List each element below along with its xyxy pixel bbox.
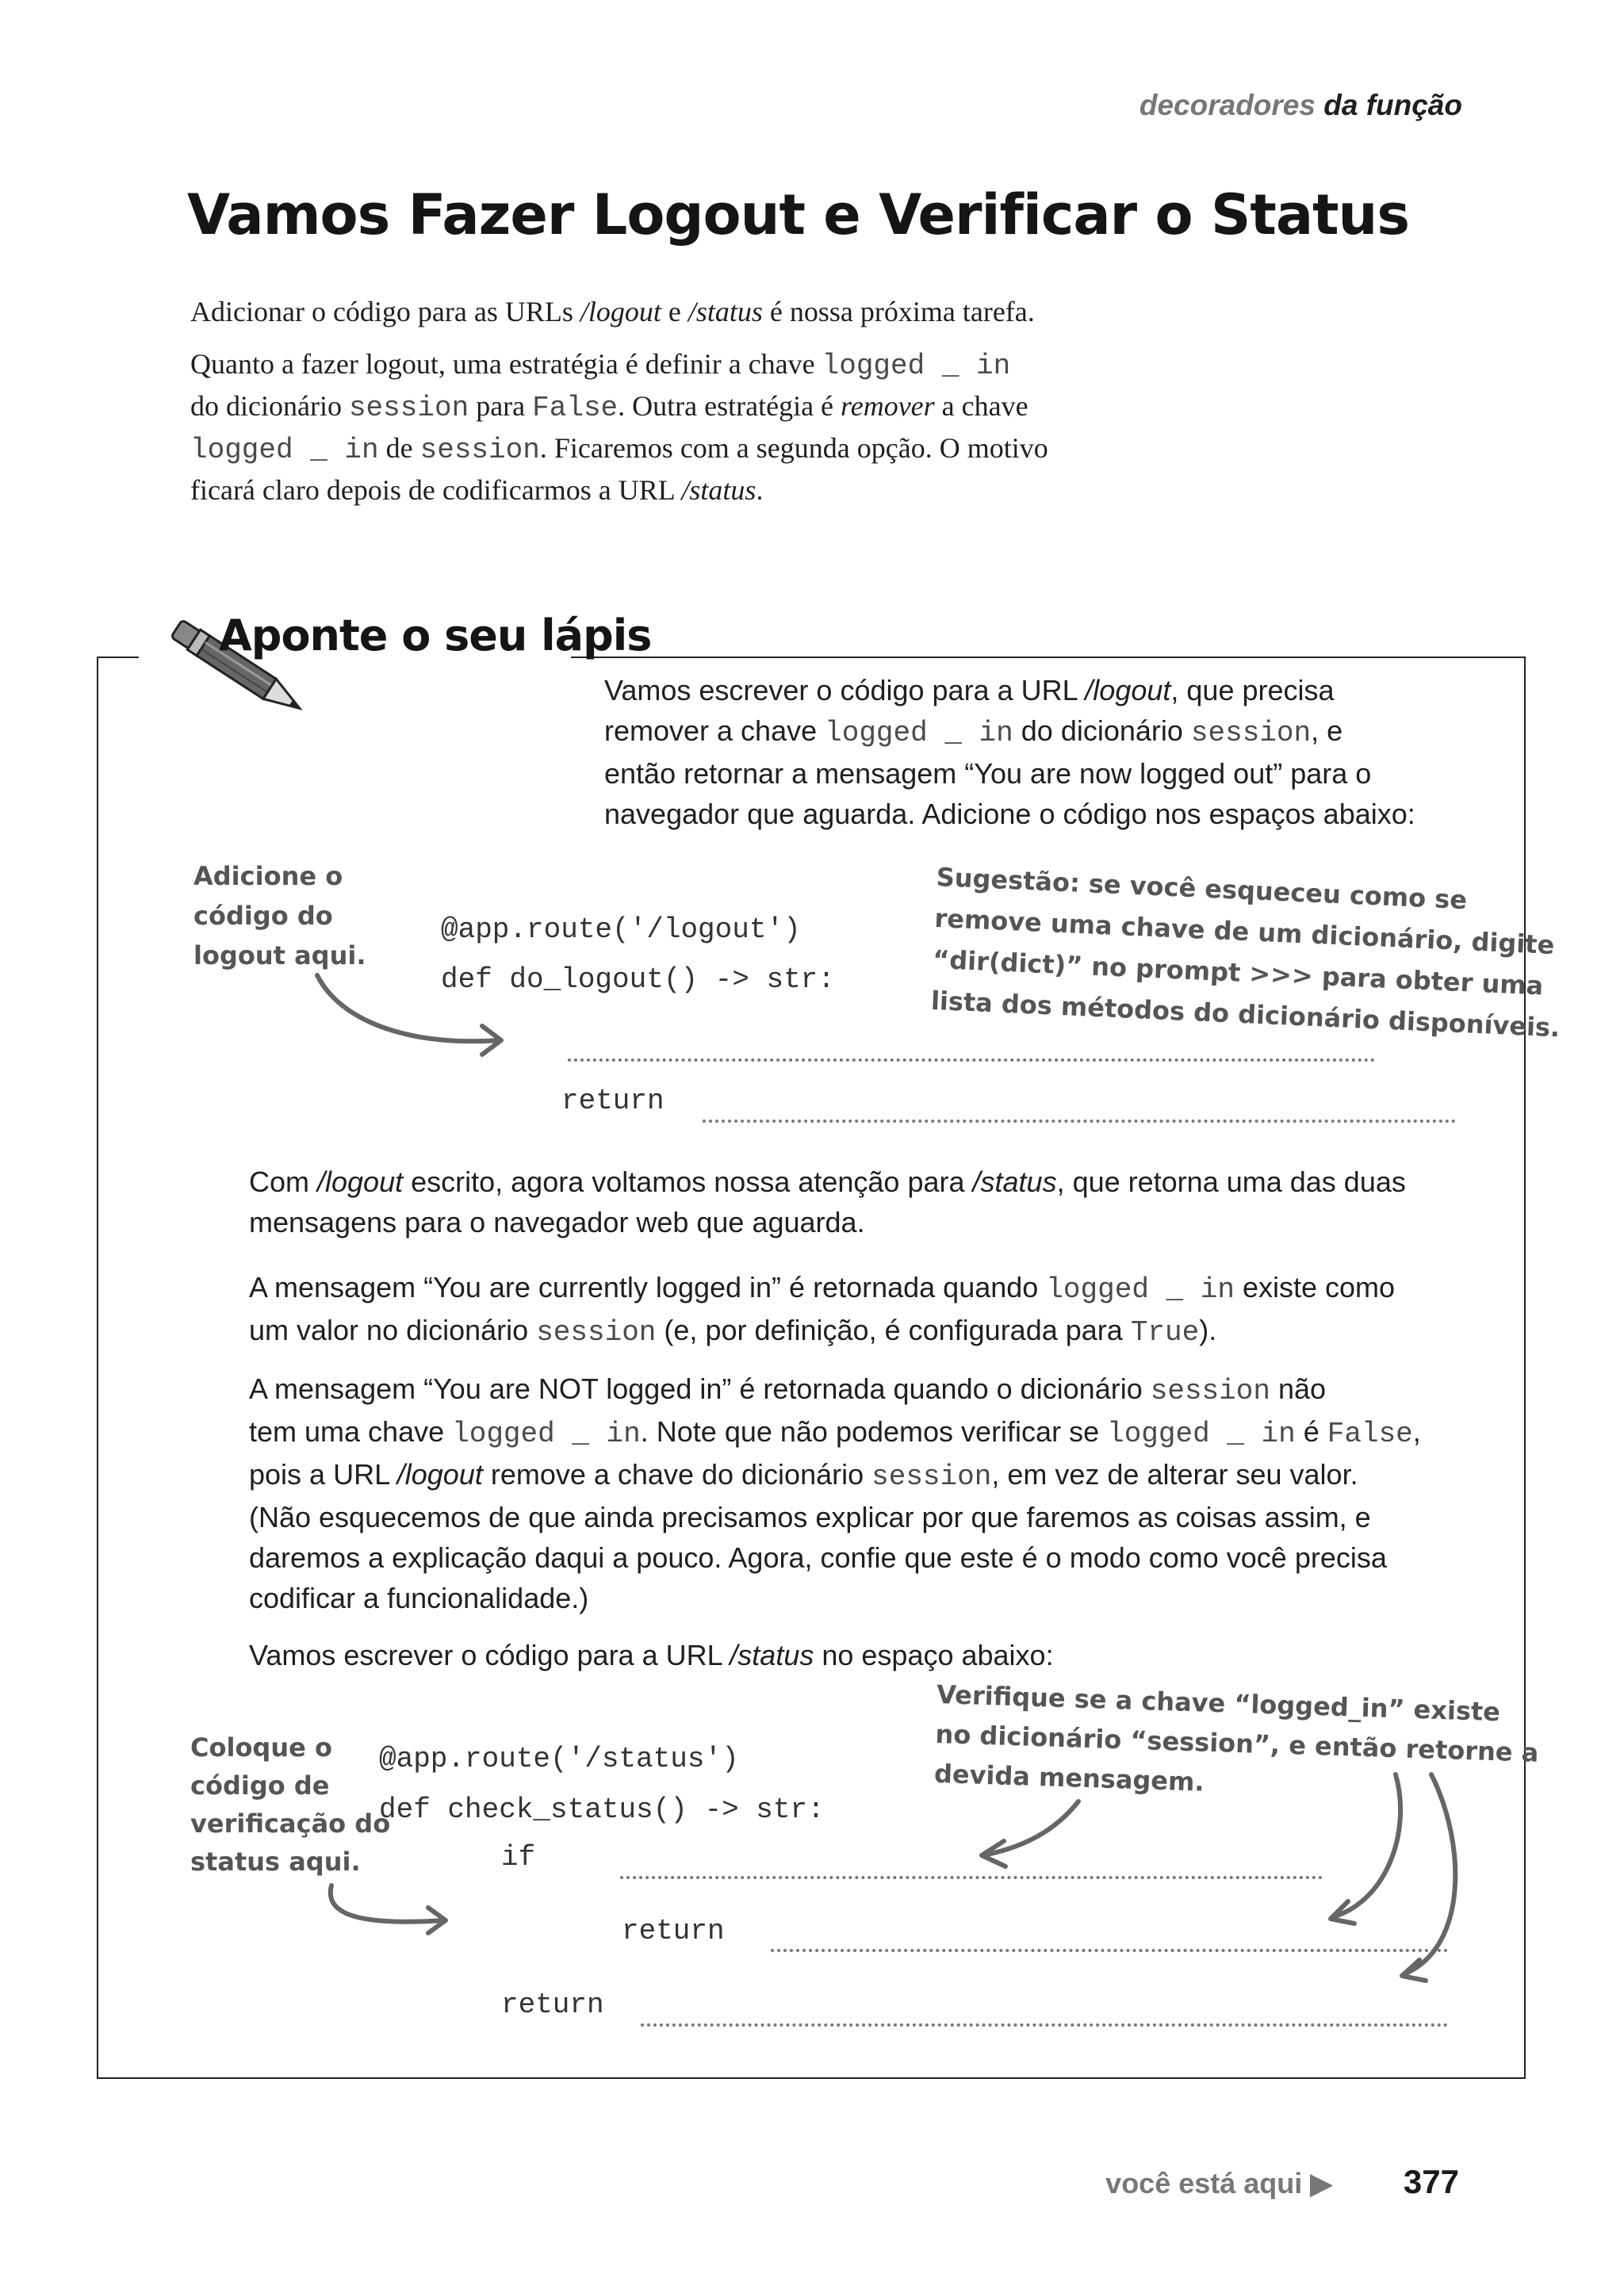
hint-line: Verifique se a chave “logged_in” existe	[936, 1679, 1501, 1728]
code-term: session	[871, 1460, 992, 1493]
note-line: status aqui.	[190, 1847, 361, 1877]
code-term: logged _ in	[822, 350, 1011, 382]
note-line: código de	[190, 1770, 330, 1801]
status-note	[190, 1728, 390, 1881]
hint-line: “dir(dict)” no prompt >>> para obter uma	[932, 944, 1545, 1001]
code-term: session	[1150, 1375, 1270, 1407]
status-return-1: return	[622, 1915, 725, 1947]
status-paragraph-4	[249, 1635, 1518, 1675]
logout-hint	[930, 856, 1566, 1048]
code-term: session	[419, 434, 540, 466]
page-title: Vamos Fazer Logout e Verificar o Status	[187, 182, 1410, 247]
intro-text: . Outra estratégia é	[618, 390, 841, 422]
running-header	[1139, 89, 1462, 122]
code-term: logged _ in	[1046, 1273, 1235, 1306]
intro-text: . Ficaremos com a segunda opção. O motivo	[539, 432, 1048, 464]
hint-line: lista dos métodos do dicionário disponíveis.	[930, 985, 1561, 1043]
exercise-title: Aponte o seu lápis	[219, 611, 652, 660]
note-line: Coloque o	[190, 1732, 332, 1763]
logout-def: def do_logout() -> str:	[441, 963, 835, 996]
body-text: não	[1270, 1372, 1327, 1405]
intro-text: de	[378, 432, 420, 464]
body-text: mensagens para o navegador web que aguarda.	[249, 1206, 865, 1238]
status-if-blank[interactable]	[620, 1876, 1323, 1879]
status-return-2-blank[interactable]	[641, 2023, 1448, 2027]
logout-decorator: @app.route('/logout')	[441, 913, 801, 946]
intro-text: para	[469, 390, 533, 422]
logout-note	[193, 856, 366, 975]
note-line: verificação do	[190, 1809, 391, 1839]
hint-arrow-return-icon	[1316, 1767, 1475, 1989]
body-url: /logout	[396, 1458, 483, 1491]
instr-url: /logout	[1085, 674, 1171, 706]
emphasis: remover	[841, 390, 935, 422]
body-text: ,	[1412, 1415, 1421, 1448]
header-section: decoradores	[1139, 89, 1316, 121]
body-url: /status	[730, 1639, 814, 1671]
code-term: logged _ in	[190, 434, 379, 466]
logout-return: return	[561, 1085, 665, 1117]
note-line: código do	[193, 901, 333, 931]
hint-line: no dicionário “session”, e então retorne a	[935, 1718, 1539, 1768]
instr-text: então retornar a mensagem “You are now logged out” para o	[604, 757, 1372, 790]
code-term: logged _ in	[825, 717, 1013, 749]
body-text: remove a chave do dicionário	[482, 1458, 872, 1491]
body-text: ).	[1199, 1314, 1217, 1346]
body-text: (Não esquecemos de que ainda precisamos explicar por que faremos as coisas assim, e	[249, 1501, 1371, 1533]
intro-line	[190, 292, 1189, 332]
page-number: 377	[1403, 2163, 1459, 2200]
status-def: def check_status() -> str:	[379, 1793, 825, 1826]
intro-url-logout: /logout	[580, 296, 661, 327]
code-term: session	[1190, 717, 1312, 749]
code-term: logged _ in	[1107, 1418, 1296, 1450]
instr-text: do dicionário	[1013, 714, 1191, 747]
intro-text: ficará claro depois de codificarmos a URL	[190, 474, 682, 506]
code-term: True	[1130, 1316, 1200, 1349]
instr-text: , e	[1311, 714, 1343, 747]
logout-return-blank[interactable]	[703, 1120, 1456, 1123]
body-text: Com	[249, 1166, 318, 1198]
body-text: Vamos escrever o código para a URL	[249, 1639, 730, 1671]
status-decorator: @app.route('/status')	[379, 1743, 739, 1775]
intro-paragraph	[190, 344, 1189, 511]
logout-instructions	[604, 670, 1500, 834]
intro-text: do dicionário	[190, 390, 349, 422]
body-text: , em vez de alterar seu valor.	[991, 1458, 1358, 1491]
body-text: daremos a explicação daqui a pouco. Agora, confie que este é o modo como você precisa	[249, 1541, 1387, 1574]
intro-text: a chave	[934, 390, 1028, 422]
instr-text: navegador que aguarda. Adicione o código nos espaços abaixo:	[604, 798, 1415, 830]
intro-text: Quanto a fazer logout, uma estratégia é definir a chave	[190, 348, 822, 380]
code-term: session	[536, 1316, 657, 1349]
code-term: session	[348, 392, 469, 424]
status-paragraph-3	[249, 1369, 1518, 1618]
code-term: logged _ in	[452, 1418, 641, 1450]
instr-text: remover a chave	[604, 714, 825, 747]
footer-text: você está aqui	[1105, 2167, 1303, 2199]
code-term: False	[1327, 1418, 1413, 1450]
body-text: A mensagem “You are NOT logged in” é retornada quando o dicionário	[249, 1372, 1151, 1405]
note-line: logout aqui.	[193, 940, 366, 970]
intro-text: .	[756, 474, 764, 506]
instr-text: Vamos escrever o código para a URL	[604, 674, 1086, 706]
body-text: escrito, agora voltamos nossa atenção para	[403, 1166, 973, 1198]
logout-arrow-icon	[301, 967, 523, 1062]
body-text: pois a URL	[249, 1458, 397, 1491]
body-text: um valor no dicionário	[249, 1314, 537, 1346]
intro-text: é nossa próxima tarefa.	[762, 296, 1035, 327]
body-text: (e, por definição, é configurada para	[656, 1314, 1131, 1346]
intro-text: Adicionar o código para as URLs	[190, 296, 580, 327]
emphasis: /status	[681, 474, 756, 506]
body-text: codificar a funcionalidade.)	[249, 1582, 589, 1614]
body-text: A mensagem “You are currently logged in” é retornada quando	[249, 1271, 1047, 1303]
status-if: if	[501, 1841, 536, 1874]
body-url: /status	[972, 1166, 1057, 1198]
body-text: existe como	[1234, 1271, 1396, 1303]
note-line: Adicione o	[193, 861, 343, 891]
body-text: no espaço abaixo:	[814, 1639, 1054, 1671]
status-return-2: return	[501, 1989, 604, 2021]
footer-label	[1105, 2167, 1332, 2200]
hint-line: devida mensagem.	[933, 1758, 1205, 1797]
code-term: False	[532, 392, 619, 424]
body-text: , que retorna uma das duas	[1056, 1166, 1406, 1198]
header-section-bold: da função	[1323, 89, 1462, 121]
status-paragraph-2	[249, 1267, 1518, 1353]
body-text: tem uma chave	[249, 1415, 453, 1448]
status-paragraph-1	[249, 1162, 1518, 1242]
hint-line: Sugestão: se você esqueceu como se	[936, 861, 1468, 916]
status-arrow-icon	[317, 1879, 468, 1943]
hint-arrow-if-icon	[967, 1776, 1094, 1871]
body-text: . Note que não podemos verificar se	[640, 1415, 1108, 1448]
intro-text: e	[661, 296, 688, 327]
body-url: /logout	[317, 1166, 404, 1198]
triangle-right-icon: ▶	[1310, 2167, 1332, 2199]
hint-line: remove uma chave de um dicionário, digite	[933, 902, 1556, 961]
instr-text: , que precisa	[1170, 674, 1335, 706]
logout-blank-line[interactable]	[568, 1058, 1375, 1062]
intro-url-status: /status	[688, 296, 763, 327]
body-text: é	[1295, 1415, 1327, 1448]
